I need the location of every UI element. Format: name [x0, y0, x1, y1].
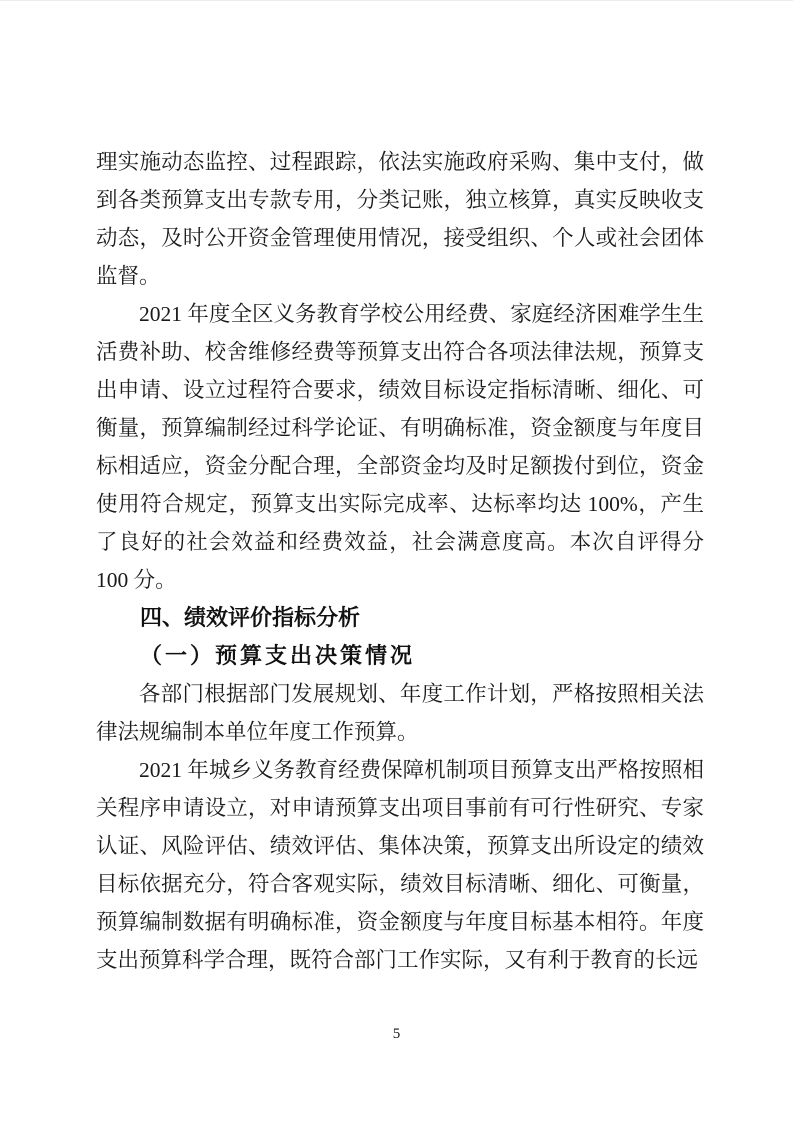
page-number: 5 — [392, 1026, 401, 1042]
document-body — [96, 143, 704, 979]
paragraph: 2021 年城乡义务教育经费保障机制项目预算支出严格按照相关程序申请设立，对申请预算支出项目事前有可行性研究、专家认证、风险评估、绩效评估、集体决策，预算支出所设定的绩效目标依据充分，符合客观实际，绩效目标清晰、细化、可衡量，预算编制数据有明确标准，资金额度与年度目标基本相符。年度支出预算科学合理，既符合部门工作实际，又有利于教育的长远 — [96, 758, 704, 972]
section-heading: 四、绩效评价指标分析 — [140, 605, 361, 630]
paragraph: 各部门根据部门发展规划、年度工作计划，严格按照相关法律法规编制本单位年度工作预算。 — [96, 682, 704, 744]
paragraph: 理实施动态监控、过程跟踪，依法实施政府采购、集中支付，做到各类预算支出专款专用，分类记账，独立核算，真实反映收支动态，及时公开资金管理使用情况，接受组织、个人或社会团体监督。 — [96, 150, 704, 288]
paragraph: 2021 年度全区义务教育学校公用经费、家庭经济困难学生生活费补助、校舍维修经费等预算支出符合各项法律法规，预算支出申请、设立过程符合要求，绩效目标设定指标清晰、细化、可衡量，预算编制经过科学论证、有明确标准，资金额度与年度目标相适应，资金分配合理，全部资金均及时足额拨付到位，资金使用符合规定，预算支出实际完成率、达标率均达 100%，产生了良好的社会效益和经费效益，社会满意度高。本次自评得分 100 分。 — [96, 302, 704, 592]
subsection-heading: （一）预算支出决策情况 — [140, 643, 416, 668]
